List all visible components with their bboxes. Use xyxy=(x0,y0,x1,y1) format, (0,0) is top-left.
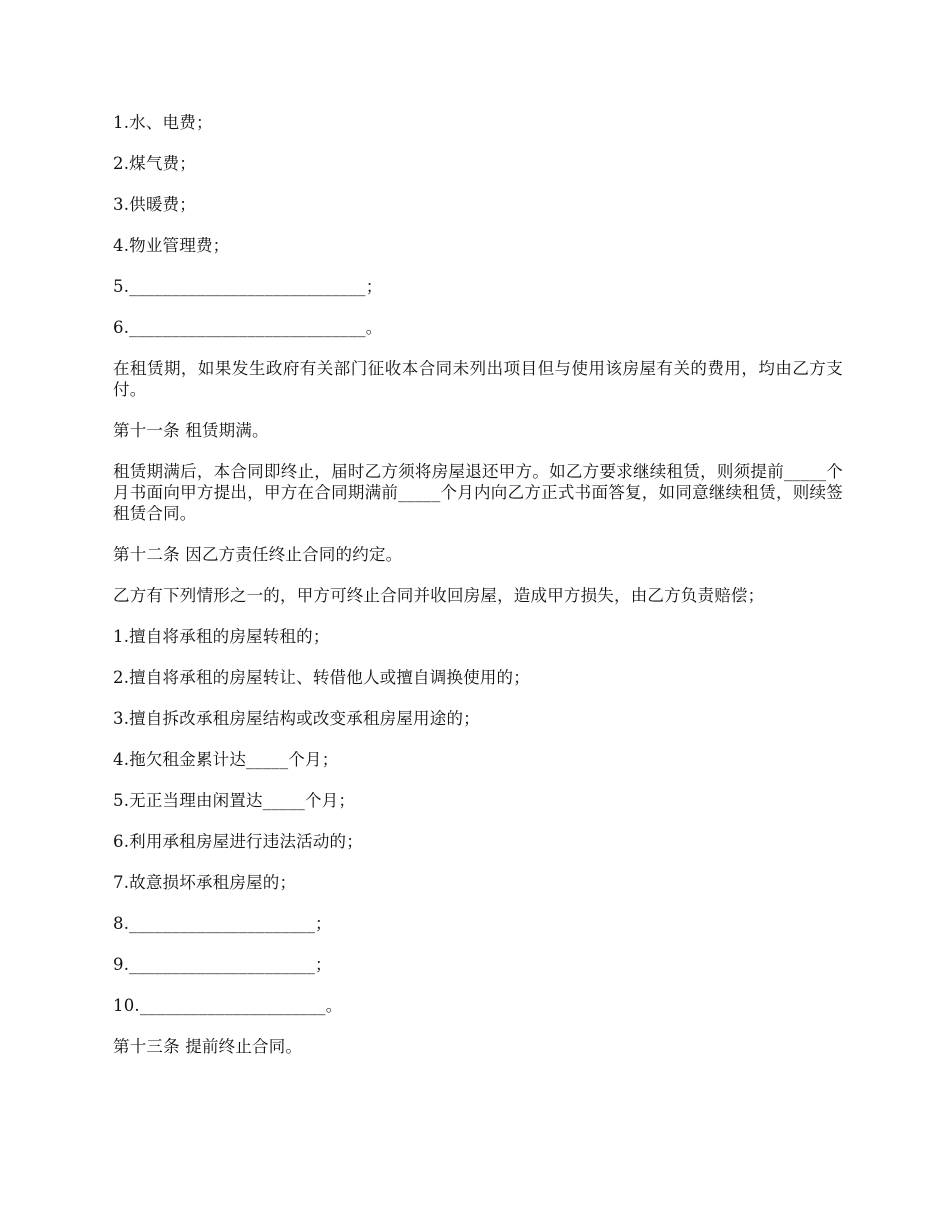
article-12-heading: 第十二条 因乙方责任终止合同的约定。 xyxy=(113,545,403,564)
termination-item-6: 6.利用承租房屋进行违法活动的； xyxy=(113,832,363,851)
rental-period-fees-paragraph: 在租赁期，如果发生政府有关部门征收本合同未列出项目但与使用该房屋有关的费用，均由乙方支付。 xyxy=(113,359,843,399)
fee-item-gas: 2.煤气费； xyxy=(113,154,196,173)
termination-item-10: 10.______________________。 xyxy=(113,996,343,1015)
termination-item-7: 7.故意损坏承租房屋的； xyxy=(113,873,297,892)
fee-item-blank-6: 6.____________________________。 xyxy=(113,318,383,337)
article-13-heading: 第十三条 提前终止合同。 xyxy=(113,1037,303,1056)
termination-item-5: 5.无正当理由闲置达_____个月； xyxy=(113,791,356,810)
fee-item-property-management: 4.物业管理费； xyxy=(113,236,230,255)
article-11-heading: 第十一条 租赁期满。 xyxy=(113,421,269,440)
fee-item-blank-5: 5.____________________________； xyxy=(113,277,383,296)
fee-item-heating: 3.供暖费； xyxy=(113,195,196,214)
termination-item-9: 9.______________________； xyxy=(113,955,332,974)
article-12-intro: 乙方有下列情形之一的，甲方可终止合同并收回房屋，造成甲方损失，由乙方负责赔偿； xyxy=(113,586,765,605)
termination-item-4: 4.拖欠租金累计达_____个月； xyxy=(113,750,339,769)
article-11-body: 租赁期满后，本合同即终止，届时乙方须将房屋退还甲方。如乙方要求继续租赁，则须提前_____个月书面向甲方提出，甲方在合同期满前_____个月内向乙方正式书面答复，如同意继续租赁，则续签租赁合同。 xyxy=(113,462,843,523)
termination-item-3: 3.擅自拆改承租房屋结构或改变承租房屋用途的； xyxy=(113,709,480,728)
termination-item-2: 2.擅自将承租的房屋转让、转借他人或擅自调换使用的； xyxy=(113,668,530,687)
termination-item-1: 1.擅自将承租的房屋转租的； xyxy=(113,627,330,646)
document-page xyxy=(113,112,843,1077)
termination-item-8: 8.______________________； xyxy=(113,914,332,933)
fee-item-water-electricity: 1.水、电费； xyxy=(113,113,213,132)
